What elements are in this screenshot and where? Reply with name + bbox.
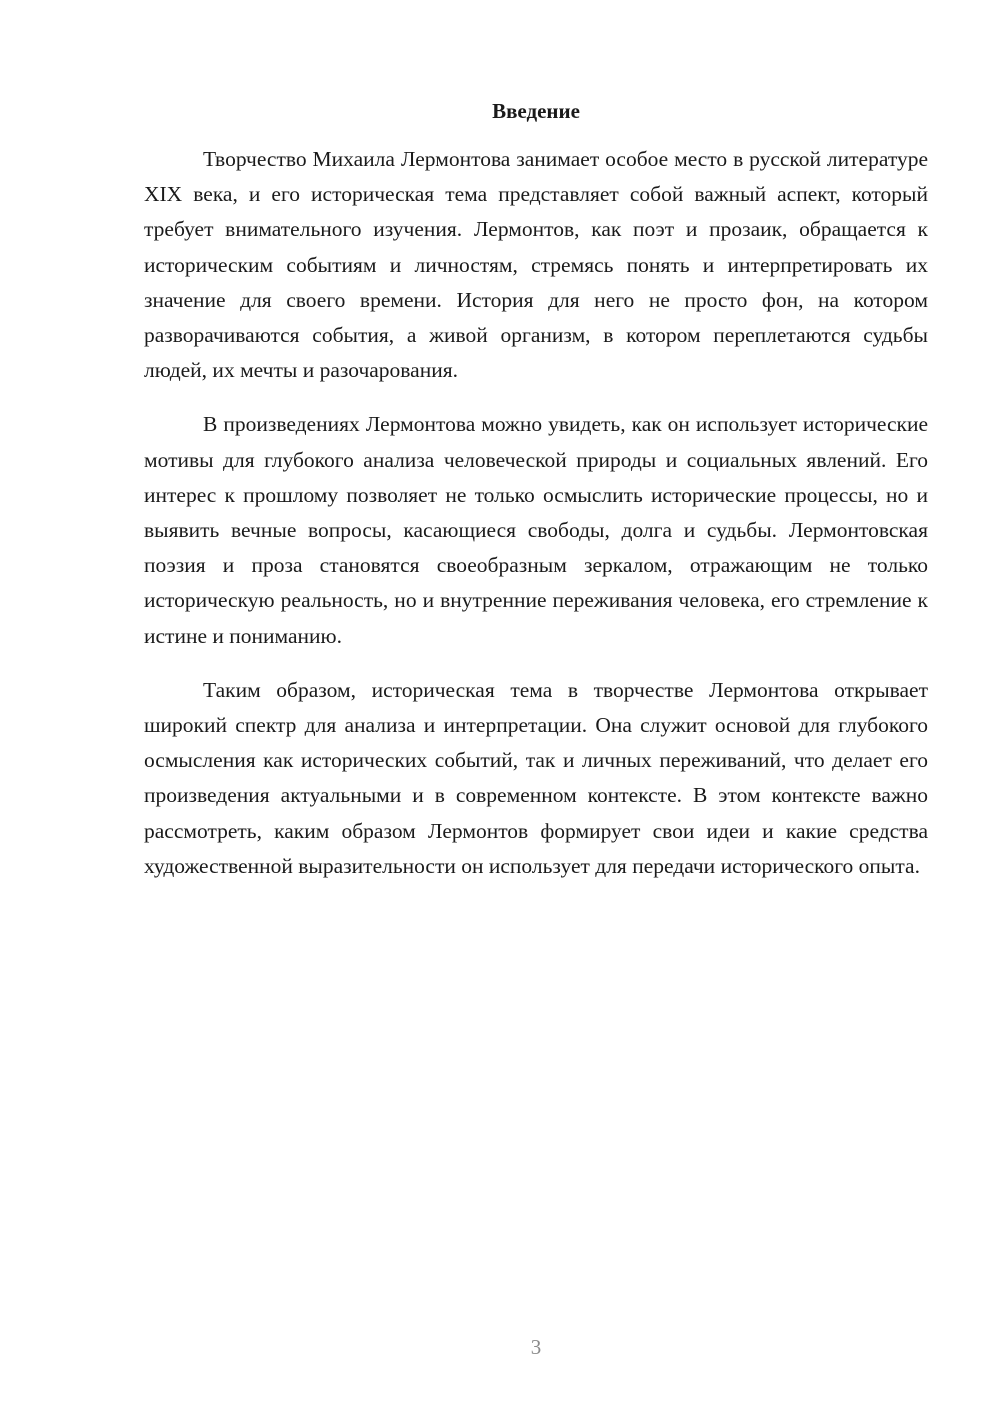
paragraph-1: Творчество Михаила Лермонтова занимает особое место в русской литературе XIX века, и его историческая тема представляет собой важный аспект, который требует внимательного изучения. Лермонтов, как поэт и прозаик, обращается к историческим событиям и личностям, стремясь понять и интерпретировать их значение для своего времени. История для него не просто фон, на котором разворачиваются события, а живой организм, в котором переплетаются судьбы людей, их мечты и разочарования. (144, 147, 928, 383)
page-number: 3 (530, 1335, 542, 1359)
paragraph-3: Таким образом, историческая тема в творчестве Лермонтова открывает широкий спектр для анализа и интерпретации. Она служит основой для глубокого осмысления как исторических событий, так и личных переживаний, что делает его произведения актуальными и в современном контексте. В этом контексте важно рассмотреть, каким образом Лермонтов формирует свои идеи и какие средства художественной выразительности он использует для передачи исторического опыта. (144, 677, 928, 878)
section-title: Введение (492, 99, 580, 123)
body-text (144, 142, 928, 903)
paragraph-2: В произведениях Лермонтова можно увидеть, как он использует исторические мотивы для глубокого анализа человеческой природы и социальных явлений. Его интерес к прошлому позволяет не только осмыслить исторические процессы, но и выявить вечные вопросы, касающиеся свободы, долга и судьбы. Лермонтовская поэзия и проза становятся своеобразным зеркалом, отражающим не только историческую реальность, но и внутренние переживания человека, его стремление к истине и пониманию. (144, 412, 928, 648)
